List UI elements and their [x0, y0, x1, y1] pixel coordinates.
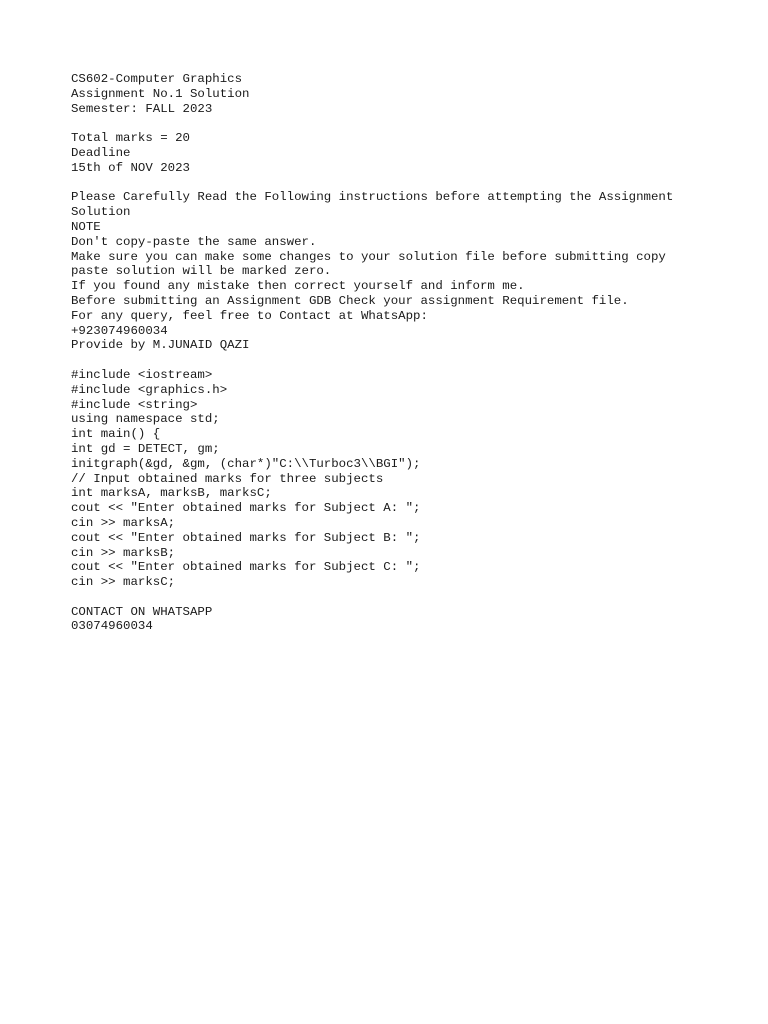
contact-section: [71, 605, 701, 635]
instruction-line: Before submitting an Assignment GDB Check your assignment Requirement file.: [71, 293, 629, 308]
code-line: int gd = DETECT, gm;: [71, 441, 220, 456]
code-line: cout << "Enter obtained marks for Subject C: ";: [71, 560, 421, 575]
semester-label: Semester: FALL 2023: [71, 101, 213, 116]
instruction-line: If you found any mistake then correct yourself and inform me.: [71, 279, 525, 294]
code-line: int marksA, marksB, marksC;: [71, 486, 272, 501]
code-line: int main() {: [71, 427, 161, 442]
course-title: CS602-Computer Graphics: [71, 72, 243, 86]
code-line: initgraph(&gd, &gm, (char*)"C:\\Turboc3\\BGI");: [71, 456, 421, 471]
code-line: cin >> marksA;: [71, 515, 176, 530]
instruction-line: Make sure you can make some changes to your solution file before submitting copy: [71, 249, 666, 264]
instructions-section: [71, 190, 701, 353]
code-comment: // Input obtained marks for three subjects: [71, 471, 384, 486]
document-header: [71, 72, 701, 116]
code-line: using namespace std;: [71, 412, 220, 427]
deadline-date: 15th of NOV 2023: [71, 160, 190, 175]
code-line: cout << "Enter obtained marks for Subject B: ";: [71, 530, 421, 545]
spacer: [71, 590, 701, 605]
spacer: [71, 353, 701, 368]
marks-section: [71, 131, 701, 175]
spacer: [71, 176, 701, 191]
code-line: cout << "Enter obtained marks for Subject A: ";: [71, 501, 421, 516]
code-line: #include <graphics.h>: [71, 382, 228, 397]
instruction-line: Don't copy-paste the same answer.: [71, 234, 317, 249]
note-heading: NOTE: [71, 219, 101, 234]
whatsapp-number: +923074960034: [71, 323, 168, 338]
total-marks: Total marks = 20: [71, 131, 190, 146]
instructions-intro-continued: Solution: [71, 205, 131, 220]
code-line: #include <string>: [71, 397, 198, 412]
instruction-line: For any query, feel free to Contact at WhatsApp:: [71, 308, 428, 323]
code-block: [71, 368, 701, 590]
spacer: [71, 116, 701, 131]
code-line: cin >> marksC;: [71, 575, 176, 590]
assignment-title: Assignment No.1 Solution: [71, 86, 250, 101]
instruction-line: paste solution will be marked zero.: [71, 264, 332, 279]
code-line: #include <iostream>: [71, 367, 213, 382]
instructions-intro: Please Carefully Read the Following instructions before attempting the Assignment: [71, 190, 674, 205]
document-page: [71, 72, 701, 634]
deadline-label: Deadline: [71, 145, 131, 160]
contact-label: CONTACT ON WHATSAPP: [71, 604, 213, 619]
provider-credit: Provide by M.JUNAID QAZI: [71, 338, 250, 353]
contact-number: 03074960034: [71, 619, 153, 634]
code-line: cin >> marksB;: [71, 545, 176, 560]
